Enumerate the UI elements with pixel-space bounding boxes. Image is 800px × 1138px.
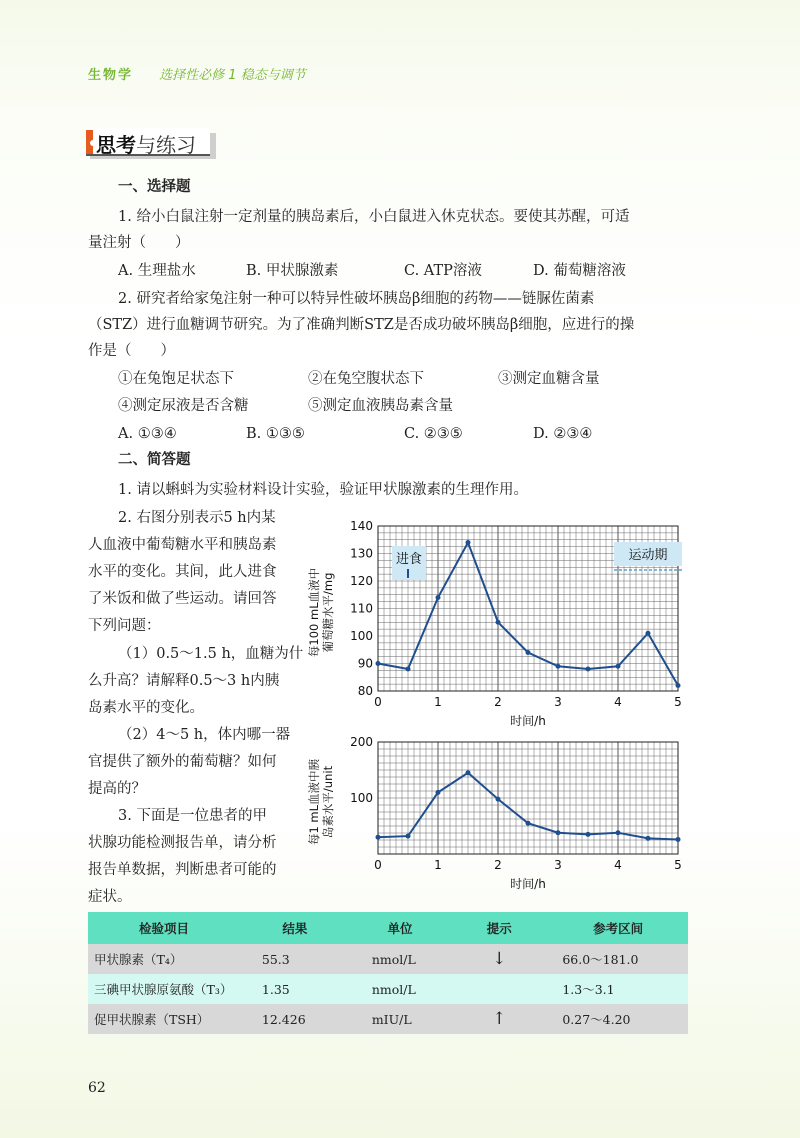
data-point xyxy=(466,770,471,775)
p2-q2-sub1-line1: （1）0.5～1.5 h，血糖为什 xyxy=(118,646,304,662)
x-tick-label: 3 xyxy=(554,695,562,709)
y-tick-label: 130 xyxy=(350,546,373,561)
q2-item-1: ①在兔饱足状态下 xyxy=(118,371,234,387)
section-title-main: 思考 xyxy=(96,133,136,157)
report-header-item: 检验项目 xyxy=(88,912,240,944)
x-tick-label: 2 xyxy=(494,695,502,709)
section-title-rest: 与练习 xyxy=(136,133,196,157)
data-point xyxy=(526,650,531,655)
report-header-hint: 提示 xyxy=(450,912,548,944)
q2-option-c: C. ②③⑤ xyxy=(404,426,463,442)
report-cell-hint xyxy=(450,974,548,1004)
data-point xyxy=(376,835,381,840)
q2-line1: 2. 研究者给家兔注射一种可以特异性破坏胰岛β细胞的药物——链脲佐菌素 xyxy=(118,291,595,307)
data-point xyxy=(436,595,441,600)
q1-option-a: A. 生理盐水 xyxy=(118,263,196,279)
x-tick-label: 0 xyxy=(374,695,382,709)
q2-item-3: ③测定血糖含量 xyxy=(498,371,600,387)
y-axis-label xyxy=(307,758,335,845)
x-tick-label: 5 xyxy=(674,695,682,709)
thyroid-report-table xyxy=(88,912,688,1034)
data-point xyxy=(586,667,591,672)
q2-line2: （STZ）进行血糖调节研究。为了准确判断STZ是否成功破坏胰岛β细胞，应进行的操 xyxy=(88,317,635,333)
data-point xyxy=(376,661,381,666)
report-cell-unit: mIU/L xyxy=(350,1004,450,1034)
y-axis-label-line: 每100 mL血液中 xyxy=(307,567,321,658)
report-cell-unit: nmol/L xyxy=(350,944,450,974)
p2-q2-line3: 水平的变化。其间，此人进食 xyxy=(88,564,277,580)
book-subtitle: 选择性必修 1 稳态与调节 xyxy=(159,68,306,83)
report-header-range: 参考区间 xyxy=(548,912,688,944)
q2-option-b: B. ①③⑤ xyxy=(246,426,305,442)
p2-q2-line1: 2. 右图分别表示5 h内某 xyxy=(118,510,276,526)
part1-heading: 一、选择题 xyxy=(118,179,191,195)
q1-option-c: C. ATP溶液 xyxy=(404,263,482,279)
report-cell-item: 三碘甲状腺原氨酸（T₃） xyxy=(88,974,240,1004)
book-title: 生物学 xyxy=(88,68,134,83)
x-tick-label: 2 xyxy=(494,858,502,872)
x-tick-label: 3 xyxy=(554,858,562,872)
data-point xyxy=(466,540,471,545)
y-axis-label-line: 岛素水平/unit xyxy=(321,765,335,839)
x-tick-label: 1 xyxy=(434,858,442,872)
q2-option-d: D. ②③④ xyxy=(533,426,593,442)
section-title xyxy=(86,128,216,160)
p2-q3-line1: 3. 下面是一位患者的甲 xyxy=(118,808,267,824)
q2-option-a: A. ①③④ xyxy=(118,426,177,442)
report-cell-hint: ↓ xyxy=(450,944,548,974)
x-tick-label: 5 xyxy=(674,858,682,872)
p2-q3-line3: 报告单数据，判断患者可能的 xyxy=(88,862,277,878)
p2-q2-line5: 下列问题： xyxy=(88,618,161,634)
section-title-text xyxy=(96,129,196,158)
y-axis-label xyxy=(307,568,335,657)
data-point xyxy=(646,631,651,636)
report-cell-hint: ↑ xyxy=(450,1004,548,1034)
q1-option-d: D. 葡萄糖溶液 xyxy=(533,263,626,279)
report-cell-result: 12.426 xyxy=(240,1004,350,1034)
p2-q2-sub1-line3: 岛素水平的变化。 xyxy=(88,700,204,716)
report-header-result: 结果 xyxy=(240,912,350,944)
annotation-label: 进食 xyxy=(395,552,423,567)
y-tick-label: 100 xyxy=(350,791,373,805)
report-cell-item: 甲状腺素（T₄） xyxy=(88,944,240,974)
data-point xyxy=(406,834,411,839)
data-point xyxy=(616,664,621,669)
p2-q3-line2: 状腺功能检测报告单，请分析 xyxy=(88,835,277,851)
data-point xyxy=(556,830,561,835)
data-point xyxy=(436,790,441,795)
y-tick-label: 120 xyxy=(350,574,373,588)
p2-q2-line2: 人血液中葡萄糖水平和胰岛素 xyxy=(88,537,277,553)
y-tick-label: 80 xyxy=(357,684,373,698)
p2-q2-sub2-line1: （2）4～5 h，体内哪一器 xyxy=(118,727,291,743)
report-cell-result: 1.35 xyxy=(240,974,350,1004)
table-row xyxy=(88,974,688,1004)
q2-item-4: ④测定尿液是否含糖 xyxy=(118,398,249,414)
table-row xyxy=(88,944,688,974)
p2-q2-sub2-line3: 提高的？ xyxy=(88,781,146,797)
y-tick-label: 140 xyxy=(350,519,373,533)
q1-line1: 1. 给小白鼠注射一定剂量的胰岛素后，小白鼠进入休克状态。要使其苏醒，可适 xyxy=(118,209,630,225)
data-point xyxy=(646,836,651,841)
insulin-chart xyxy=(307,732,690,902)
running-header xyxy=(88,64,306,83)
data-point xyxy=(496,620,501,625)
p2-q3-line4: 症状。 xyxy=(88,889,132,905)
y-tick-label: 100 xyxy=(350,629,373,643)
x-tick-label: 0 xyxy=(374,858,382,872)
x-axis-label: 时间/h xyxy=(510,714,546,728)
y-tick-label: 110 xyxy=(350,601,373,616)
glucose-chart xyxy=(307,512,690,732)
report-cell-range: 1.3～3.1 xyxy=(548,974,688,1004)
y-axis-label-line: 葡萄糖水平/mg xyxy=(321,572,335,653)
report-cell-item: 促甲状腺素（TSH） xyxy=(88,1004,240,1034)
q1-option-b: B. 甲状腺激素 xyxy=(246,263,339,279)
data-point xyxy=(556,664,561,669)
page-number: 62 xyxy=(88,1080,106,1096)
p2-q1: 1. 请以蝌蚪为实验材料设计实验，验证甲状腺激素的生理作用。 xyxy=(118,482,528,498)
q1-line2: 量注射（ ） xyxy=(88,235,190,251)
y-tick-label: 200 xyxy=(350,735,373,749)
q2-line3: 作是（ ） xyxy=(88,343,175,359)
q2-item-2: ②在兔空腹状态下 xyxy=(308,371,424,387)
y-axis-label-line: 每1 mL血液中胰 xyxy=(307,758,321,846)
x-tick-label: 4 xyxy=(614,858,622,872)
data-point xyxy=(676,837,681,842)
p2-q2-line4: 了米饭和做了些运动。请回答 xyxy=(88,591,277,607)
x-tick-label: 4 xyxy=(614,695,622,709)
report-cell-result: 55.3 xyxy=(240,944,350,974)
data-point xyxy=(586,832,591,837)
report-cell-range: 0.27～4.20 xyxy=(548,1004,688,1034)
report-cell-range: 66.0～181.0 xyxy=(548,944,688,974)
data-point xyxy=(496,797,501,802)
report-header-row xyxy=(88,912,688,944)
x-axis-label: 时间/h xyxy=(510,877,546,891)
x-tick-label: 1 xyxy=(434,695,442,709)
p2-q2-sub2-line2: 官提供了额外的葡萄糖？如何 xyxy=(88,754,277,770)
data-point xyxy=(526,821,531,826)
data-point xyxy=(616,830,621,835)
data-point xyxy=(676,683,681,688)
report-header-unit: 单位 xyxy=(350,912,450,944)
q2-item-5: ⑤测定血液胰岛素含量 xyxy=(308,398,453,414)
report-cell-unit: nmol/L xyxy=(350,974,450,1004)
part2-heading: 二、简答题 xyxy=(118,452,191,468)
data-point xyxy=(406,667,411,672)
table-row xyxy=(88,1004,688,1034)
p2-q2-sub1-line2: 么升高？请解释0.5～3 h内胰 xyxy=(88,673,280,689)
y-tick-label: 90 xyxy=(357,656,373,671)
annotation-label: 运动期 xyxy=(628,548,668,563)
